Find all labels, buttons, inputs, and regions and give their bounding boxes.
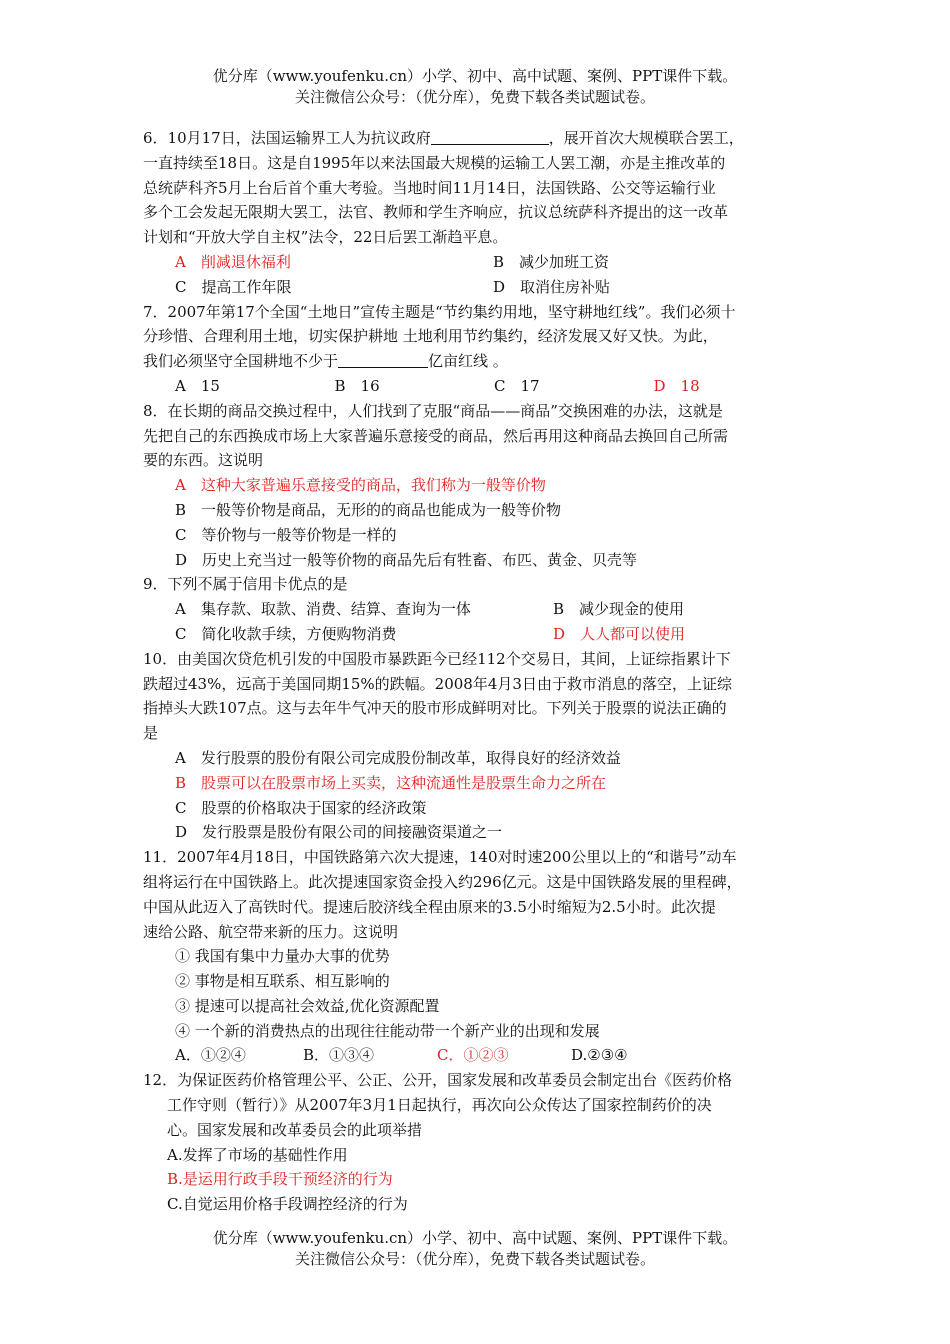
question-6 (143, 126, 813, 300)
question-12 (143, 1068, 813, 1217)
option-c: C.自觉运用价格手段调控经济的行为 (167, 1195, 408, 1214)
question-7-stem-b: 亿亩红线 。 (428, 352, 508, 371)
question-11-options (143, 1043, 813, 1068)
option-d: D.②③④ (571, 1046, 628, 1065)
option-d: D 历史上充当过一般等价物的商品先后有牲畜、布匹、黄金、贝壳等 (175, 550, 638, 569)
question-8 (143, 399, 813, 573)
statement-item: ① 我国有集中力量办大事的优势 (175, 947, 390, 966)
footer-line-1: 优分库（www.youfenku.cn）小学、初中、高中试题、案例、PPT课件下载。 (212, 1229, 738, 1247)
option-d: D 发行股票是股份有限公司的间接融资渠道之一 (175, 823, 503, 842)
option-c: C 提高工作年限 (175, 277, 292, 296)
option-d: D 人人都可以使用 (553, 624, 686, 643)
option-b: B 一般等价物是商品，无形的的商品也能成为一般等价物 (175, 500, 562, 519)
option-d: D 取消住房补贴 (493, 277, 611, 296)
option-b: B 16 (334, 376, 380, 395)
question-10-line: 跌超过43%，远高于美国同期15%的跌幅。2008年4月3日由于救市消息的落空，上证综 (143, 674, 732, 693)
statement-item: ② 事物是相互联系、相互影响的 (175, 972, 390, 991)
question-7-last-line (143, 349, 813, 374)
option-c: C 股票的价格取决于国家的经济政策 (175, 798, 427, 817)
question-8-line: 先把自己的东西换成市场上大家普遍乐意接受的商品，然后再用这种商品去换回自己所需 (143, 426, 729, 445)
footer-line-2: 关注微信公众号：（优分库），免费下载各类试题试卷。 (294, 1250, 655, 1268)
answer-blank (338, 351, 428, 368)
header-line-2: 关注微信公众号：（优分库），免费下载各类试题试卷。 (294, 88, 655, 106)
question-8-line: 8．在长期的商品交换过程中，人们找到了克服“商品——商品”交换困难的办法，这就是 (143, 401, 723, 420)
question-11-line: 速给公路、航空带来新的压力。这说明 (143, 922, 399, 941)
question-7-options (143, 374, 813, 399)
question-6-line: 总统萨科齐5月上台后首个重大考验。当地时间11月14日，法国铁路、公交等运输行业 (143, 178, 716, 197)
option-b: B.是运用行政手段干预经济的行为 (167, 1170, 393, 1189)
question-7-line: 7．2007年第17个全国“土地日”宣传主题是“节约集约用地，坚守耕地红线”。我们必须十 (143, 302, 736, 321)
question-11-line: 组将运行在中国铁路上。此次提速国家资金投入约296亿元。这是中国铁路发展的里程碑， (143, 872, 742, 891)
question-6-stem-a: 6．10月17日，法国运输界工人为抗议政府 (143, 129, 431, 147)
question-11 (143, 845, 813, 1068)
question-6-options-row-2 (143, 275, 813, 300)
question-7 (143, 300, 813, 399)
question-content (143, 126, 813, 1217)
option-c: C 等价物与一般等价物是一样的 (175, 525, 397, 544)
question-9-options-row-1 (143, 597, 813, 622)
question-10-line: 10．由美国次贷危机引发的中国股市暴跌距今已经112个交易日，其间，上证综指累计下 (143, 649, 731, 668)
header-line-1: 优分库（www.youfenku.cn）小学、初中、高中试题、案例、PPT课件下载。 (212, 67, 738, 85)
question-12-line: 心。国家发展和改革委员会的此项举措 (167, 1120, 423, 1139)
question-6-line: 多个工会发起无限期大罢工，法官、教师和学生齐响应，抗议总统萨科齐提出的这一改革 (143, 203, 729, 222)
page-footer (0, 1228, 950, 1270)
option-a: A.发挥了市场的基础性作用 (167, 1145, 348, 1164)
question-12-line: 12．为保证医药价格管理公平、公正、公开，国家发展和改革委员会制定出台《医药价格 (143, 1071, 733, 1090)
question-8-line: 要的东西。这说明 (143, 451, 264, 470)
option-c: C 简化收款手续，方便购物消费 (175, 624, 397, 643)
option-c: C．①②③ (437, 1046, 509, 1065)
question-6-stem-line (143, 126, 813, 151)
question-10 (143, 647, 813, 845)
question-9-options-row-2 (143, 622, 813, 647)
question-10-line: 指掉头大跌107点。这与去年牛气冲天的股市形成鲜明对比。下列关于股票的说法正确的 (143, 699, 727, 718)
question-10-line: 是 (143, 724, 159, 743)
option-a: A 15 (175, 376, 220, 395)
option-b: B 减少现金的使用 (553, 600, 685, 619)
question-6-line: 计划和“开放大学自主权”法令，22日后罢工渐趋平息。 (143, 228, 508, 247)
question-9 (143, 572, 813, 646)
page-header (0, 66, 950, 108)
question-11-line: 11．2007年4月18日，中国铁路第六次大提速，140对时速200公里以上的“和谐号”动车 (143, 848, 737, 867)
option-a: A 集存款、取款、消费、结算、查询为一体 (175, 600, 471, 619)
question-6-options-row-1 (143, 250, 813, 275)
option-a: A 削减退休福利 (175, 252, 291, 271)
option-b: B 股票可以在股票市场上买卖，这种流通性是股票生命力之所在 (175, 773, 607, 792)
answer-blank (431, 128, 549, 145)
question-11-line: 中国从此迈入了高铁时代。提速后胶济线全程由原来的3.5小时缩短为2.5小时。此次提 (143, 897, 716, 916)
option-a: A 发行股票的股份有限公司完成股份制改革，取得良好的经济效益 (175, 748, 621, 767)
statement-item: ④ 一个新的消费热点的出现往往能动带一个新产业的出现和发展 (175, 1021, 600, 1040)
question-6-line: 一直持续至18日。这是自1995年以来法国最大规模的运输工人罢工潮，亦是主推改革的 (143, 153, 726, 172)
option-a: A．①②④ (175, 1046, 246, 1065)
option-b: B．①③④ (303, 1046, 375, 1065)
option-d: D 18 (653, 376, 700, 395)
option-a: A 这种大家普遍乐意接受的商品，我们称为一般等价物 (175, 476, 546, 495)
question-9-stem: 9．下列不属于信用卡优点的是 (143, 575, 348, 594)
option-c: C 17 (494, 376, 540, 395)
question-7-stem-a: 我们必须坚守全国耕地不少于 (143, 352, 339, 371)
option-b: B 减少加班工资 (493, 252, 610, 271)
statement-item: ③ 提速可以提高社会效益,优化资源配置 (175, 996, 440, 1015)
question-7-line: 分珍惜、合理利用土地，切实保护耕地 土地利用节约集约，经济发展又好又快。为此， (143, 327, 718, 346)
question-12-line: 工作守则（暂行）》从2007年3月1日起执行，再次向公众传达了国家控制药价的决 (167, 1096, 712, 1115)
question-6-stem-b: ，展开首次大规模联合罢工， (548, 129, 744, 147)
